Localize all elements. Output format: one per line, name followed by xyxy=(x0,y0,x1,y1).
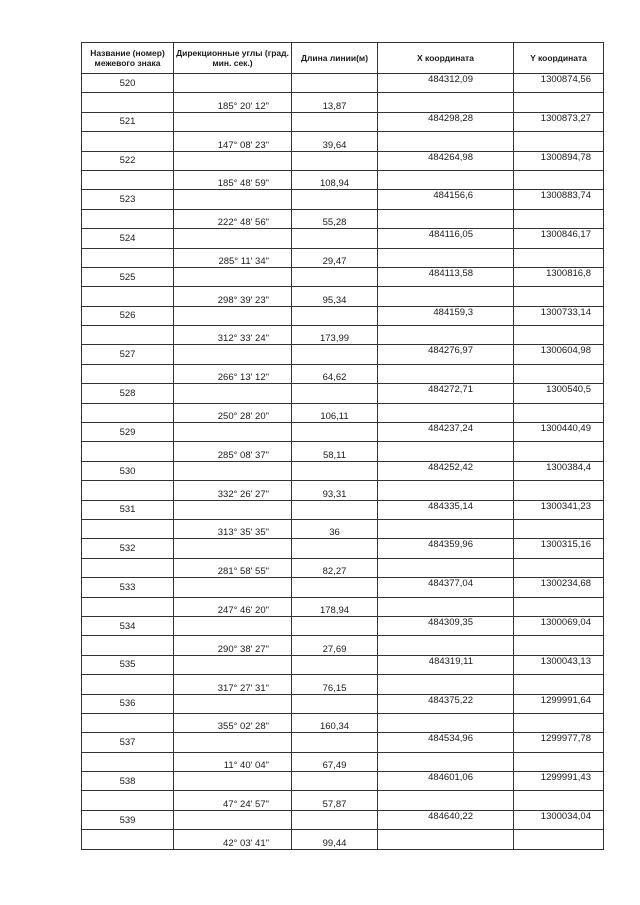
empty-cell xyxy=(514,326,604,345)
empty-cell xyxy=(292,151,378,170)
table-row xyxy=(82,519,604,538)
empty-cell xyxy=(514,713,604,732)
table-row xyxy=(82,306,604,325)
empty-cell xyxy=(174,267,292,286)
line-length: 55,28 xyxy=(292,209,378,228)
direction-angle: 42° 03' 41" xyxy=(174,830,292,849)
empty-cell xyxy=(292,733,378,752)
empty-cell xyxy=(378,675,514,694)
empty-cell xyxy=(82,170,174,189)
table-row xyxy=(82,287,604,306)
table-row xyxy=(82,675,604,694)
y-coordinate: 1299991,43 xyxy=(514,772,604,791)
empty-cell xyxy=(174,190,292,209)
empty-cell xyxy=(378,170,514,189)
empty-cell xyxy=(82,597,174,616)
empty-cell xyxy=(174,151,292,170)
direction-angle: 47° 24' 57" xyxy=(174,791,292,810)
table-row xyxy=(82,597,604,616)
point-name: 530 xyxy=(82,461,174,480)
empty-cell xyxy=(514,93,604,112)
direction-angle: 11° 40' 04" xyxy=(174,752,292,771)
y-coordinate: 1300384,4 xyxy=(514,461,604,480)
table-row xyxy=(82,558,604,577)
point-name: 524 xyxy=(82,229,174,248)
x-coordinate: 484276,97 xyxy=(378,345,514,364)
empty-cell xyxy=(292,423,378,442)
empty-cell xyxy=(378,364,514,383)
direction-angle: 147° 08' 23" xyxy=(174,132,292,151)
line-length: 95,34 xyxy=(292,287,378,306)
y-coordinate: 1300604,98 xyxy=(514,345,604,364)
empty-cell xyxy=(292,267,378,286)
empty-cell xyxy=(292,694,378,713)
direction-angle: 313° 35' 35" xyxy=(174,519,292,538)
empty-cell xyxy=(378,248,514,267)
empty-cell xyxy=(514,248,604,267)
point-name: 534 xyxy=(82,616,174,635)
empty-cell xyxy=(514,287,604,306)
table-row xyxy=(82,655,604,674)
empty-cell xyxy=(378,326,514,345)
line-length: 178,94 xyxy=(292,597,378,616)
table-row xyxy=(82,423,604,442)
empty-cell xyxy=(292,578,378,597)
direction-angle: 285° 11' 34" xyxy=(174,248,292,267)
empty-cell xyxy=(514,830,604,849)
table-row xyxy=(82,248,604,267)
empty-cell xyxy=(292,112,378,131)
empty-cell xyxy=(378,403,514,422)
point-name: 521 xyxy=(82,112,174,131)
point-name: 532 xyxy=(82,539,174,558)
point-name: 537 xyxy=(82,733,174,752)
empty-cell xyxy=(174,578,292,597)
direction-angle: 298° 39' 23" xyxy=(174,287,292,306)
empty-cell xyxy=(514,636,604,655)
point-name: 528 xyxy=(82,384,174,403)
table-row xyxy=(82,578,604,597)
table-row xyxy=(82,733,604,752)
table-row xyxy=(82,190,604,209)
direction-angle: 266° 13' 12" xyxy=(174,364,292,383)
empty-cell xyxy=(174,616,292,635)
empty-cell xyxy=(514,752,604,771)
point-name: 535 xyxy=(82,655,174,674)
empty-cell xyxy=(514,442,604,461)
x-coordinate: 484237,24 xyxy=(378,423,514,442)
table-row xyxy=(82,74,604,93)
empty-cell xyxy=(378,287,514,306)
x-coordinate: 484272,71 xyxy=(378,384,514,403)
table-row xyxy=(82,772,604,791)
table-row xyxy=(82,752,604,771)
x-coordinate: 484534,96 xyxy=(378,733,514,752)
table-row xyxy=(82,791,604,810)
empty-cell xyxy=(174,655,292,674)
direction-angle: 185° 20' 12" xyxy=(174,93,292,112)
table-row xyxy=(82,326,604,345)
point-name: 529 xyxy=(82,423,174,442)
point-name: 525 xyxy=(82,267,174,286)
direction-angle: 317° 27' 31" xyxy=(174,675,292,694)
x-coordinate: 484359,96 xyxy=(378,539,514,558)
y-coordinate: 1300846,17 xyxy=(514,229,604,248)
line-length: 13,87 xyxy=(292,93,378,112)
line-length: 57,87 xyxy=(292,791,378,810)
empty-cell xyxy=(378,713,514,732)
empty-cell xyxy=(292,539,378,558)
point-name: 539 xyxy=(82,810,174,829)
empty-cell xyxy=(378,519,514,538)
line-length: 67,49 xyxy=(292,752,378,771)
empty-cell xyxy=(514,170,604,189)
empty-cell xyxy=(514,558,604,577)
table-row xyxy=(82,830,604,849)
empty-cell xyxy=(292,461,378,480)
x-coordinate: 484312,09 xyxy=(378,74,514,93)
table-row xyxy=(82,209,604,228)
empty-cell xyxy=(292,655,378,674)
empty-cell xyxy=(292,190,378,209)
empty-cell xyxy=(82,791,174,810)
empty-cell xyxy=(378,558,514,577)
table-row xyxy=(82,539,604,558)
table-row xyxy=(82,810,604,829)
y-coordinate: 1300540,5 xyxy=(514,384,604,403)
point-name: 538 xyxy=(82,772,174,791)
y-coordinate: 1300733,14 xyxy=(514,306,604,325)
empty-cell xyxy=(82,403,174,422)
empty-cell xyxy=(174,810,292,829)
direction-angle: 285° 08' 37" xyxy=(174,442,292,461)
table-row xyxy=(82,442,604,461)
empty-cell xyxy=(174,772,292,791)
line-length: 108,94 xyxy=(292,170,378,189)
point-name: 520 xyxy=(82,74,174,93)
empty-cell xyxy=(292,306,378,325)
table-row xyxy=(82,229,604,248)
x-coordinate: 484116,05 xyxy=(378,229,514,248)
empty-cell xyxy=(174,306,292,325)
direction-angle: 332° 26' 27" xyxy=(174,481,292,500)
table-row xyxy=(82,132,604,151)
header-angle: Дирекционные углы (град. мин. сек.) xyxy=(174,43,292,74)
empty-cell xyxy=(514,209,604,228)
x-coordinate: 484640,22 xyxy=(378,810,514,829)
y-coordinate: 1300440,49 xyxy=(514,423,604,442)
empty-cell xyxy=(82,558,174,577)
empty-cell xyxy=(378,132,514,151)
empty-cell xyxy=(174,112,292,131)
empty-cell xyxy=(82,93,174,112)
table-row xyxy=(82,481,604,500)
direction-angle: 355° 02' 28" xyxy=(174,713,292,732)
header-name: Название (номер) межевого знака xyxy=(82,43,174,74)
y-coordinate: 1300894,78 xyxy=(514,151,604,170)
table-header-row xyxy=(82,43,604,74)
empty-cell xyxy=(292,74,378,93)
empty-cell xyxy=(82,287,174,306)
empty-cell xyxy=(174,74,292,93)
table-row xyxy=(82,345,604,364)
point-name: 526 xyxy=(82,306,174,325)
y-coordinate: 1299991,64 xyxy=(514,694,604,713)
empty-cell xyxy=(514,364,604,383)
y-coordinate: 1300069,04 xyxy=(514,616,604,635)
empty-cell xyxy=(82,442,174,461)
table-row xyxy=(82,616,604,635)
empty-cell xyxy=(292,384,378,403)
empty-cell xyxy=(378,636,514,655)
y-coordinate: 1300043,13 xyxy=(514,655,604,674)
empty-cell xyxy=(378,752,514,771)
direction-angle: 222° 48' 56" xyxy=(174,209,292,228)
y-coordinate: 1300873,27 xyxy=(514,112,604,131)
line-length: 160,34 xyxy=(292,713,378,732)
table-row xyxy=(82,636,604,655)
empty-cell xyxy=(82,830,174,849)
direction-angle: 185° 48' 59" xyxy=(174,170,292,189)
line-length: 82,27 xyxy=(292,558,378,577)
x-coordinate: 484309,35 xyxy=(378,616,514,635)
empty-cell xyxy=(378,830,514,849)
empty-cell xyxy=(82,519,174,538)
point-name: 536 xyxy=(82,694,174,713)
empty-cell xyxy=(292,345,378,364)
line-length: 36 xyxy=(292,519,378,538)
empty-cell xyxy=(82,364,174,383)
line-length: 173,99 xyxy=(292,326,378,345)
x-coordinate: 484159,3 xyxy=(378,306,514,325)
direction-angle: 250° 28' 20" xyxy=(174,403,292,422)
empty-cell xyxy=(292,229,378,248)
line-length: 64,62 xyxy=(292,364,378,383)
empty-cell xyxy=(378,93,514,112)
empty-cell xyxy=(292,500,378,519)
empty-cell xyxy=(292,810,378,829)
x-coordinate: 484375,22 xyxy=(378,694,514,713)
table-body xyxy=(82,74,604,850)
x-coordinate: 484298,28 xyxy=(378,112,514,131)
empty-cell xyxy=(174,694,292,713)
x-coordinate: 484264,98 xyxy=(378,151,514,170)
empty-cell xyxy=(82,132,174,151)
y-coordinate: 1300816,8 xyxy=(514,267,604,286)
empty-cell xyxy=(174,733,292,752)
table-row xyxy=(82,403,604,422)
empty-cell xyxy=(174,461,292,480)
direction-angle: 247° 46' 20" xyxy=(174,597,292,616)
y-coordinate: 1299977,78 xyxy=(514,733,604,752)
x-coordinate: 484252,42 xyxy=(378,461,514,480)
table-row xyxy=(82,461,604,480)
table-row xyxy=(82,93,604,112)
empty-cell xyxy=(174,539,292,558)
direction-angle: 312° 33' 24" xyxy=(174,326,292,345)
table-row xyxy=(82,151,604,170)
empty-cell xyxy=(292,772,378,791)
empty-cell xyxy=(174,384,292,403)
table-row xyxy=(82,170,604,189)
y-coordinate: 1300341,23 xyxy=(514,500,604,519)
header-length: Длина линии(м) xyxy=(292,43,378,74)
direction-angle: 281° 58' 55" xyxy=(174,558,292,577)
x-coordinate: 484156,6 xyxy=(378,190,514,209)
line-length: 29,47 xyxy=(292,248,378,267)
empty-cell xyxy=(514,791,604,810)
empty-cell xyxy=(514,675,604,694)
empty-cell xyxy=(514,519,604,538)
line-length: 106,11 xyxy=(292,403,378,422)
empty-cell xyxy=(174,423,292,442)
empty-cell xyxy=(378,597,514,616)
x-coordinate: 484335,14 xyxy=(378,500,514,519)
table-row xyxy=(82,112,604,131)
empty-cell xyxy=(514,132,604,151)
empty-cell xyxy=(514,403,604,422)
table-row xyxy=(82,384,604,403)
line-length: 93,31 xyxy=(292,481,378,500)
y-coordinate: 1300315,16 xyxy=(514,539,604,558)
empty-cell xyxy=(174,229,292,248)
empty-cell xyxy=(292,616,378,635)
x-coordinate: 484319,11 xyxy=(378,655,514,674)
y-coordinate: 1300034,04 xyxy=(514,810,604,829)
empty-cell xyxy=(174,500,292,519)
empty-cell xyxy=(82,481,174,500)
empty-cell xyxy=(378,442,514,461)
coordinates-sheet xyxy=(81,42,603,850)
empty-cell xyxy=(378,481,514,500)
table-row xyxy=(82,267,604,286)
empty-cell xyxy=(514,597,604,616)
point-name: 531 xyxy=(82,500,174,519)
empty-cell xyxy=(82,713,174,732)
header-y: Y координата xyxy=(514,43,604,74)
line-length: 58,11 xyxy=(292,442,378,461)
line-length: 99,44 xyxy=(292,830,378,849)
table-row xyxy=(82,364,604,383)
point-name: 527 xyxy=(82,345,174,364)
boundary-coordinates-table xyxy=(81,42,604,850)
empty-cell xyxy=(378,791,514,810)
point-name: 533 xyxy=(82,578,174,597)
table-row xyxy=(82,500,604,519)
direction-angle: 290° 38' 27" xyxy=(174,636,292,655)
empty-cell xyxy=(82,636,174,655)
x-coordinate: 484377,04 xyxy=(378,578,514,597)
x-coordinate: 484113,58 xyxy=(378,267,514,286)
line-length: 76,15 xyxy=(292,675,378,694)
empty-cell xyxy=(82,248,174,267)
line-length: 39,64 xyxy=(292,132,378,151)
empty-cell xyxy=(82,675,174,694)
point-name: 523 xyxy=(82,190,174,209)
y-coordinate: 1300234,68 xyxy=(514,578,604,597)
empty-cell xyxy=(82,209,174,228)
x-coordinate: 484601,06 xyxy=(378,772,514,791)
empty-cell xyxy=(514,481,604,500)
empty-cell xyxy=(174,345,292,364)
point-name: 522 xyxy=(82,151,174,170)
y-coordinate: 1300883,74 xyxy=(514,190,604,209)
y-coordinate: 1300874,56 xyxy=(514,74,604,93)
line-length: 27,69 xyxy=(292,636,378,655)
empty-cell xyxy=(82,326,174,345)
empty-cell xyxy=(82,752,174,771)
empty-cell xyxy=(378,209,514,228)
table-row xyxy=(82,694,604,713)
table-row xyxy=(82,713,604,732)
header-x: X координата xyxy=(378,43,514,74)
